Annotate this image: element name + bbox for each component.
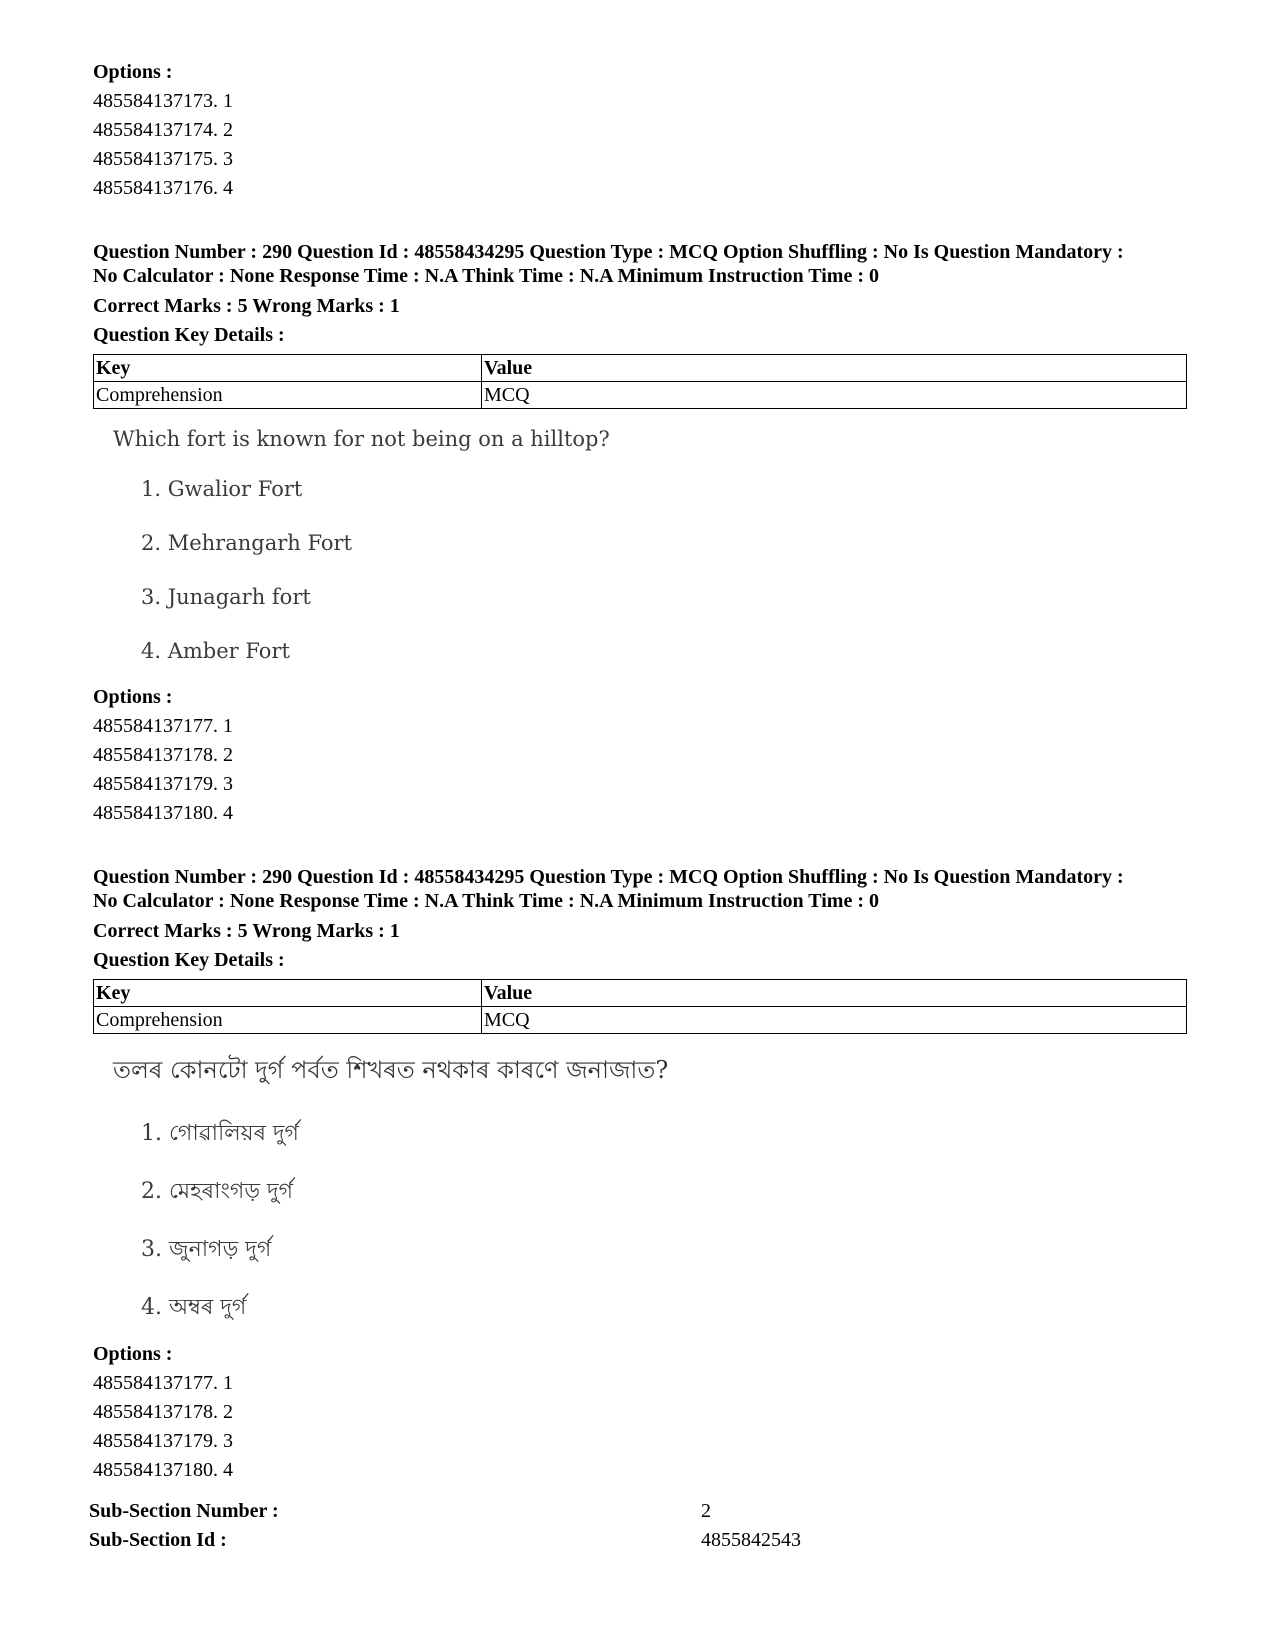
question-block-assamese (93, 865, 1193, 1485)
table-cell-value: MCQ (482, 382, 1187, 409)
question-choice: 3. Junagarh fort (141, 585, 311, 609)
marks-line: Correct Marks : 5 Wrong Marks : 1 (93, 295, 400, 317)
question-image (93, 427, 1193, 667)
top-options (93, 58, 1193, 203)
table-row (94, 1007, 1187, 1034)
subsection-number-value: 2 (701, 1500, 711, 1522)
key-details-table (93, 354, 1187, 409)
question-header-line2: No Calculator : None Response Time : N.A Think Time : N.A Minimum Instruction Time : 0 (93, 890, 879, 912)
option-item: 485584137174. 2 (93, 119, 233, 141)
option-item: 485584137176. 4 (93, 177, 233, 199)
question-choice: 1. Gwalior Fort (141, 477, 303, 501)
question-choice: 4. Amber Fort (141, 639, 290, 663)
options-label: Options : (93, 61, 173, 83)
option-item: 485584137175. 3 (93, 148, 233, 170)
subsection-id-value: 4855842543 (701, 1529, 801, 1551)
question-choice: 2. Mehrangarh Fort (141, 531, 352, 555)
options-label: Options : (93, 1343, 173, 1365)
subsection-id-row (89, 1526, 989, 1555)
question-header-line1: Question Number : 290 Question Id : 48558434295 Question Type : MCQ Option Shuffling : No Is Question Mandatory : (93, 241, 1124, 263)
question-choice: 3. জুনাগড় দুৰ্গ (141, 1237, 272, 1262)
option-item: 485584137180. 4 (93, 1459, 233, 1481)
option-item: 485584137177. 1 (93, 715, 233, 737)
key-details-label: Question Key Details : (93, 324, 285, 346)
table-row (94, 382, 1187, 409)
option-item: 485584137173. 1 (93, 90, 233, 112)
question-text: Which fort is known for not being on a hilltop? (113, 427, 610, 451)
option-item: 485584137179. 3 (93, 773, 233, 795)
table-header-value: Value (482, 980, 1187, 1007)
table-cell-key: Comprehension (94, 1007, 482, 1034)
option-item: 485584137180. 4 (93, 802, 233, 824)
subsection-id-label: Sub-Section Id : (89, 1529, 227, 1551)
key-details-label: Question Key Details : (93, 949, 285, 971)
question-image (93, 1052, 1193, 1324)
question-options (93, 683, 1193, 828)
subsection-info (89, 1497, 989, 1555)
question-header-line1: Question Number : 290 Question Id : 48558434295 Question Type : MCQ Option Shuffling : No Is Question Mandatory : (93, 866, 1124, 888)
question-header-line2: No Calculator : None Response Time : N.A Think Time : N.A Minimum Instruction Time : 0 (93, 265, 879, 287)
option-item: 485584137177. 1 (93, 1372, 233, 1394)
table-header-row (94, 355, 1187, 382)
options-label: Options : (93, 686, 173, 708)
option-item: 485584137179. 3 (93, 1430, 233, 1452)
option-item: 485584137178. 2 (93, 1401, 233, 1423)
key-details-table (93, 979, 1187, 1034)
subsection-number-label: Sub-Section Number : (89, 1500, 279, 1522)
question-choice: 1. গোৱালিয়ৰ দুৰ্গ (141, 1121, 299, 1146)
marks-line: Correct Marks : 5 Wrong Marks : 1 (93, 920, 400, 942)
table-cell-key: Comprehension (94, 382, 482, 409)
question-options (93, 1340, 1193, 1485)
question-text: তলৰ কোনটো দুৰ্গ পৰ্বত শিখৰত নথকাৰ কাৰণে জনাজাত? (113, 1056, 669, 1084)
document-page (93, 58, 1193, 1485)
question-block-english (93, 240, 1193, 828)
question-choice: 4. অম্বৰ দুৰ্গ (141, 1295, 247, 1320)
table-header-row (94, 980, 1187, 1007)
table-header-key: Key (94, 980, 482, 1007)
table-cell-value: MCQ (482, 1007, 1187, 1034)
subsection-number-row (89, 1497, 989, 1526)
table-header-key: Key (94, 355, 482, 382)
question-choice: 2. মেহৰাংগড় দুৰ্গ (141, 1179, 294, 1204)
option-item: 485584137178. 2 (93, 744, 233, 766)
table-header-value: Value (482, 355, 1187, 382)
